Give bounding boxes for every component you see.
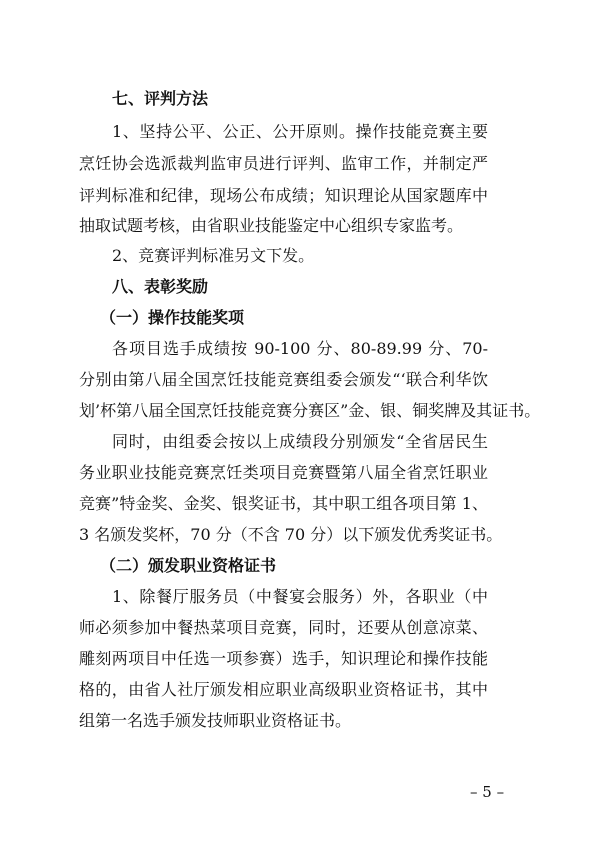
paragraph-line: 分别由第八届全国烹饪技能竞赛组委会颁发“‘联合利华饮 <box>79 370 488 389</box>
paragraph-line: 竞赛”特金奖、金奖、银奖证书，其中职工组各项目第 1、 <box>79 494 488 513</box>
section-heading-awards: 八、表彰奖励 <box>112 277 209 296</box>
paragraph-line: 抽取试题考核，由省职业技能鉴定中心组织专家监考。 <box>79 216 464 235</box>
paragraph-line: 2、竞赛评判标准另文下发。 <box>112 246 315 265</box>
paragraph-line: 师必须参加中餐热菜项目竞赛，同时，还要从创意凉菜、 <box>79 618 488 637</box>
paragraph-line: 各项目选手成绩按 90-100 分、80-89.99 分、70- <box>112 339 488 358</box>
page-number: – 5 – <box>470 783 505 801</box>
paragraph-line: 格的，由省人社厅颁发相应职业高级职业资格证书，其中 <box>79 680 488 699</box>
paragraph-line: 划’杯第八届全国烹饪技能竞赛分赛区”金、银、铜奖牌及其证书。 <box>79 401 541 420</box>
paragraph-line: 1、除餐厅服务员（中餐宴会服务）外，各职业（中 <box>112 587 488 606</box>
paragraph-line: 务业职业技能竞赛烹饪类项目竞赛暨第八届全省烹饪职业 <box>79 463 488 482</box>
paragraph-line: 组第一名选手颁发技师职业资格证书。 <box>79 711 352 730</box>
section-heading-evaluation: 七、评判方法 <box>112 89 209 108</box>
paragraph-line: 雕刻两项目中任选一项参赛）选手，知识理论和操作技能 <box>79 649 488 668</box>
paragraph-line: 评判标准和纪律，现场公布成绩；知识理论从国家题库中 <box>79 186 488 205</box>
paragraph-line: 烹饪协会选派裁判监审员进行评判、监审工作，并制定严 <box>79 154 488 173</box>
paragraph-line: 同时，由组委会按以上成绩段分别颁发“全省居民生 <box>112 432 488 451</box>
subsection-heading-certificates: （二）颁发职业资格证书 <box>100 556 277 575</box>
subsection-heading-skill-awards: （一）操作技能奖项 <box>100 308 245 327</box>
paragraph-line: 3 名颁发奖杯，70 分（不含 70 分）以下颁发优秀奖证书。 <box>79 525 503 544</box>
paragraph-line: 1、坚持公平、公正、公开原则。操作技能竞赛主要 <box>112 122 488 141</box>
